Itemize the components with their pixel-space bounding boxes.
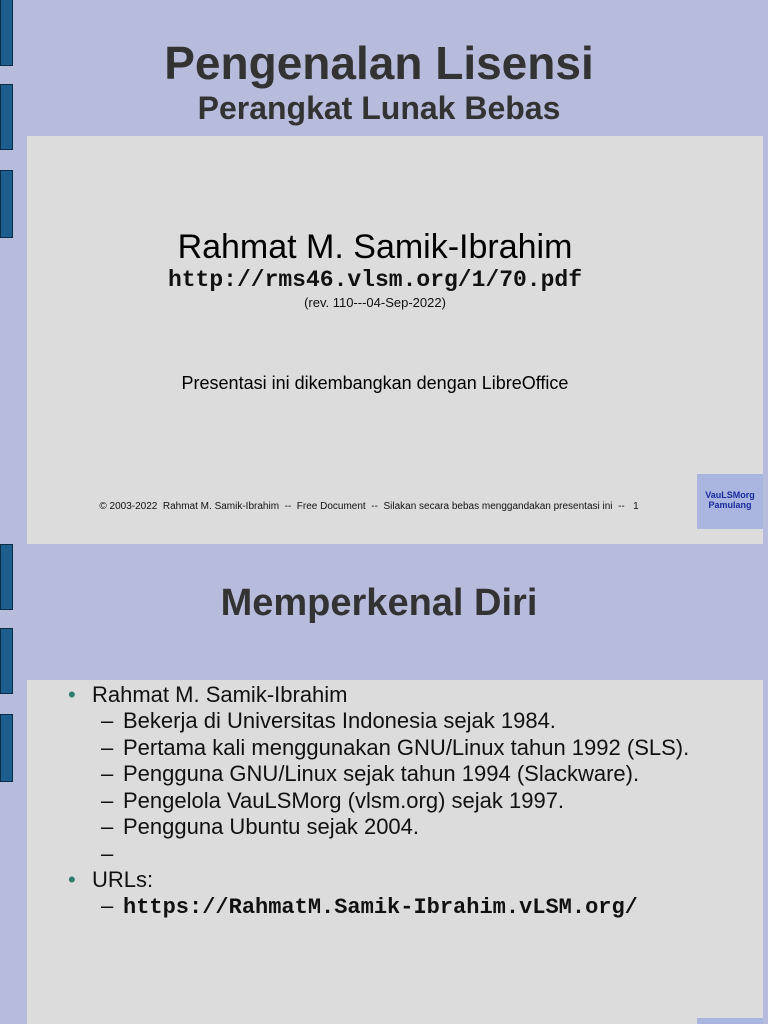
slide1-content-panel: [27, 136, 763, 544]
slide1-subtitle: Perangkat Lunak Bebas: [197, 90, 561, 126]
author-name: Rahmat M. Samik-Ibrahim: [177, 228, 573, 266]
sub-list-item: [68, 708, 748, 735]
sub-item-text: Pengguna Ubuntu sejak 2004.: [123, 814, 420, 839]
sub-item-text: Pengguna GNU/Linux sejak tahun 1994 (Slackware).: [123, 761, 640, 786]
slide2-title: Memperkenal Diri: [220, 582, 538, 624]
sub-list-item: [68, 788, 748, 815]
dash-icon: –: [101, 814, 114, 839]
sub-list-item: [68, 893, 748, 922]
list-item: [68, 682, 748, 708]
bullet-text: Rahmat M. Samik-Ibrahim: [92, 682, 348, 707]
dash-icon: –: [101, 787, 114, 813]
slide1-title: Pengenalan Lisensi: [164, 37, 594, 89]
bullet-text: URLs:: [92, 866, 154, 892]
dash-icon: –: [101, 734, 114, 760]
slide2-corner-mark: [697, 1018, 763, 1024]
sub-item-text: Pengelola VauLSMorg (vlsm.org) sejak 1997.: [123, 787, 565, 813]
logo-line-1: VauLSMorg: [705, 490, 755, 500]
dash-icon: –: [101, 840, 114, 866]
list-item: [68, 867, 748, 893]
dash-icon: –: [101, 892, 114, 918]
sub-list-item: [68, 841, 748, 867]
slide-tab-6: [0, 714, 13, 782]
libreoffice-note: Presentasi ini dikembangkan dengan LibreOffice: [181, 373, 569, 393]
dash-icon: –: [101, 761, 114, 786]
sub-list-item: [68, 814, 748, 841]
sub-list-item: [68, 761, 748, 788]
sub-item-text: Bekerja di Universitas Indonesia sejak 1984.: [123, 708, 556, 733]
bullet-list: [68, 682, 748, 921]
sub-list-item: [68, 735, 748, 762]
slide-tab-5: [0, 628, 13, 694]
sub-item-text: Pertama kali menggunakan GNU/Linux tahun 1992 (SLS).: [123, 734, 690, 760]
logo-line-2: Pamulang: [708, 500, 752, 510]
slide1-footer: © 2003-2022 Rahmat M. Samik-Ibrahim -- Free Document -- Silakan secara bebas menggandakan presentasi ini -- 1: [99, 501, 639, 512]
document-url[interactable]: http://rms46.vlsm.org/1/70.pdf: [167, 267, 583, 293]
profile-url-link[interactable]: https://RahmatM.Samik-Ibrahim.vLSM.org/: [123, 894, 638, 920]
bullet-icon: •: [68, 682, 76, 707]
dash-icon: –: [101, 708, 114, 733]
bullet-icon: •: [68, 866, 76, 892]
revision-text: (rev. 110---04-Sep-2022): [304, 295, 446, 310]
vaulsmorg-logo: [697, 474, 763, 529]
